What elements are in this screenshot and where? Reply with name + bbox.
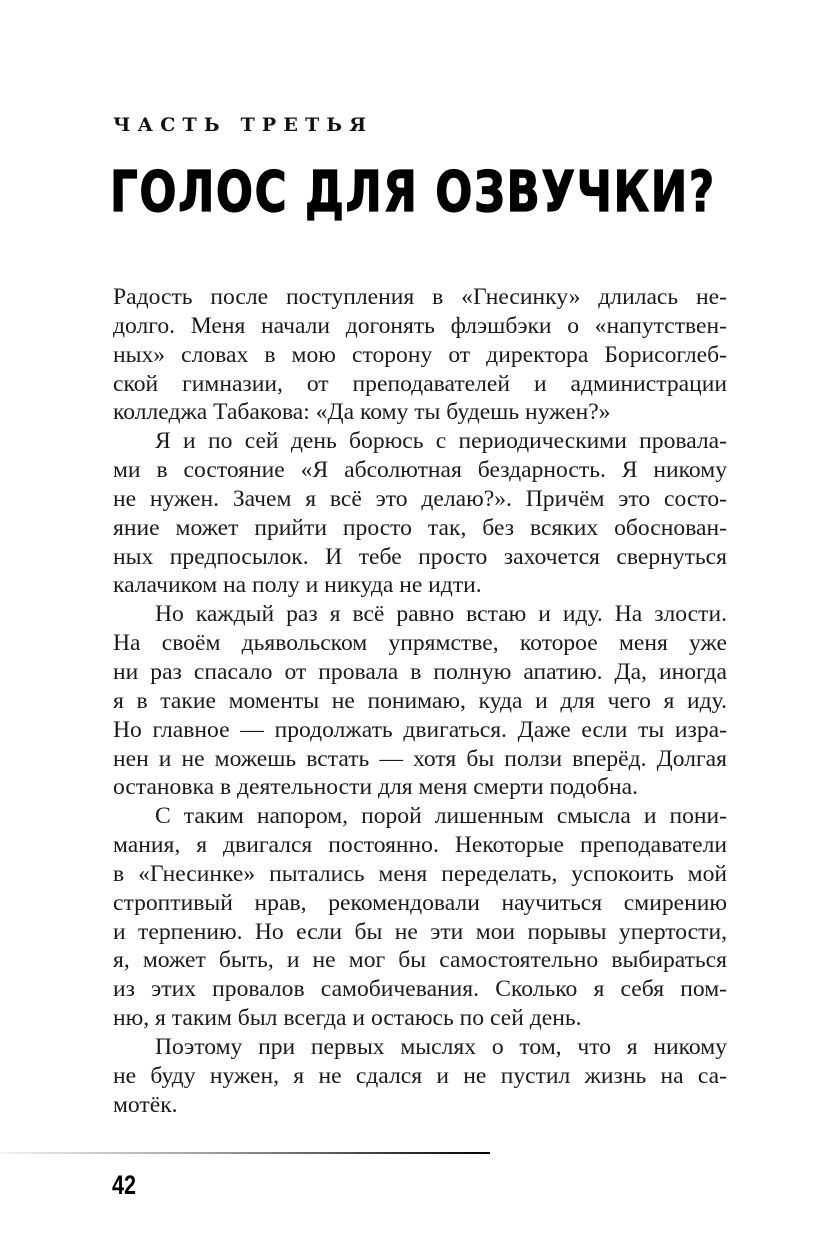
text-line: и терпению. Но если бы не эти мои порывы упертости,: [113, 918, 727, 945]
text-line: ных предпосылок. И тебе просто захочется свернуться: [113, 543, 727, 570]
text-line: ской гимназии, от преподавателей и администрации: [113, 370, 727, 397]
part-label: ЧАСТЬ ТРЕТЬЯ: [113, 114, 374, 136]
text-line: яние может прийти просто так, без всяких обоснован-: [113, 514, 727, 541]
text-line: Но каждый раз я всё равно встаю и иду. На злости.: [155, 601, 727, 628]
page-number: 42: [112, 1170, 137, 1200]
text-line: На своём дьявольском упрямстве, которое меня уже: [113, 630, 727, 657]
text-line: Поэтому при первых мыслях о том, что я никому: [155, 1033, 727, 1060]
text-line: я, может быть, и не мог бы самостоятельно выбираться: [113, 947, 727, 974]
text-line: из этих провалов самобичевания. Сколько я себя пом-: [113, 976, 727, 1003]
text-line: я в такие моменты не понимаю, куда и для чего я иду.: [113, 687, 727, 714]
text-line: долго. Меня начали догонять флэшбэки о «напутствен-: [113, 312, 727, 339]
chapter-title: ГОЛОС ДЛЯ ОЗВУЧКИ?: [110, 160, 716, 225]
text-line: остановка в деятельности для меня смерти подобна.: [113, 774, 639, 801]
text-line: мания, я двигался постоянно. Некоторые преподаватели: [113, 832, 727, 859]
text-line: ми в состояние «Я абсолютная бездарность. Я никому: [113, 457, 727, 484]
body-text: [113, 283, 727, 1119]
text-line: нен и не можешь встать — хотя бы ползи вперёд. Долгая: [113, 745, 727, 772]
text-line: в «Гнесинке» пытались меня переделать, успокоить мой: [113, 860, 727, 887]
text-line: не буду нужен, я не сдался и не пустил жизнь на са-: [113, 1062, 727, 1089]
text-line: строптивый нрав, рекомендовали научиться смирению: [113, 889, 727, 916]
text-line: мотёк.: [113, 1091, 178, 1118]
text-line: колледжа Табакова: «Да кому ты будешь нужен?»: [113, 399, 611, 426]
text-line: ных» словах в мою сторону от директора Борисоглеб-: [113, 341, 727, 368]
text-line: ню, я таким был всегда и остаюсь по сей день.: [113, 1005, 582, 1032]
text-line: С таким напором, порой лишенным смысла и пони-: [155, 803, 727, 830]
text-line: ни раз спасало от провала в полную апатию. Да, иногда: [113, 658, 727, 685]
text-line: калачиком на полу и никуда не идти.: [113, 572, 482, 599]
text-line: Но главное — продолжать двигаться. Даже если ты изра-: [113, 716, 727, 743]
text-line: Радость после поступления в «Гнесинку» длилась не-: [113, 284, 727, 310]
text-line: не нужен. Зачем я всё это делаю?». Причём это состо-: [113, 485, 727, 512]
footer-rule: [0, 1152, 490, 1154]
text-line: Я и по сей день борюсь с периодическими провала-: [155, 428, 727, 455]
